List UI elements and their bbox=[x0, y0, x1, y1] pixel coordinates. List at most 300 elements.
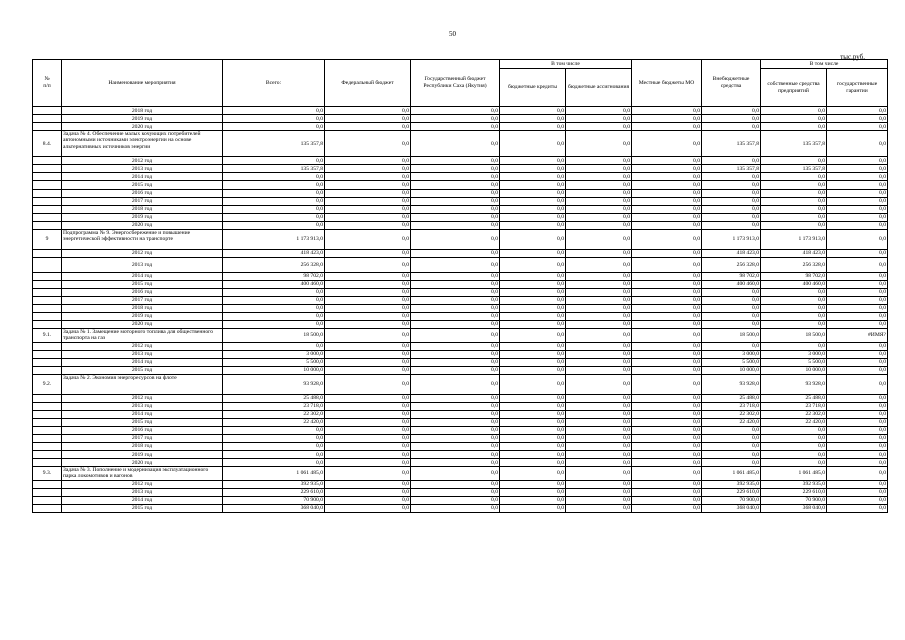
task-name: Задача № 2. Экономия энергоресурсов на флоте bbox=[62, 374, 223, 394]
value-cell: 0,0 bbox=[632, 358, 702, 366]
value-cell: 0,0 bbox=[500, 304, 566, 312]
value-cell: 18 500,0 bbox=[223, 329, 325, 343]
value-cell: 0,0 bbox=[566, 173, 632, 181]
value-cell: 0,0 bbox=[411, 342, 500, 350]
table-row bbox=[33, 426, 888, 434]
value-cell: 0,0 bbox=[411, 107, 500, 115]
year-label: 2017 год bbox=[62, 296, 223, 304]
year-label: 2014 год bbox=[62, 173, 223, 181]
value-cell: 0,0 bbox=[827, 213, 888, 221]
value-cell: 0,0 bbox=[411, 394, 500, 402]
year-label: 2014 год bbox=[62, 358, 223, 366]
table-row-task bbox=[33, 329, 888, 343]
value-cell: 25 488,0 bbox=[702, 394, 761, 402]
table-row bbox=[33, 488, 888, 496]
page-number: 50 bbox=[449, 30, 456, 38]
value-cell: 0,0 bbox=[827, 157, 888, 165]
value-cell: 0,0 bbox=[411, 312, 500, 320]
table-row bbox=[33, 115, 888, 123]
value-cell: 1 061 485,0 bbox=[223, 467, 325, 481]
value-cell: 0,0 bbox=[500, 296, 566, 304]
value-cell: 0,0 bbox=[325, 488, 411, 496]
value-cell: 0,0 bbox=[827, 320, 888, 328]
row-number: 9.1. bbox=[33, 329, 62, 343]
value-cell: 0,0 bbox=[325, 107, 411, 115]
value-cell: 0,0 bbox=[632, 342, 702, 350]
value-cell: 0,0 bbox=[632, 304, 702, 312]
value-cell: 229 610,0 bbox=[223, 488, 325, 496]
value-cell: 392 935,0 bbox=[761, 480, 827, 488]
year-label: 2013 год bbox=[62, 257, 223, 272]
value-cell: 0,0 bbox=[566, 197, 632, 205]
value-cell: 0,0 bbox=[632, 410, 702, 418]
table-row-task bbox=[33, 131, 888, 157]
table-row bbox=[33, 197, 888, 205]
value-cell: 368 040,0 bbox=[702, 504, 761, 512]
value-cell: 0,0 bbox=[761, 320, 827, 328]
value-cell: 0,0 bbox=[325, 213, 411, 221]
table-row bbox=[33, 320, 888, 328]
value-cell: 0,0 bbox=[761, 221, 827, 229]
value-cell: 0,0 bbox=[500, 157, 566, 165]
value-cell: 0,0 bbox=[500, 442, 566, 450]
value-cell: 0,0 bbox=[632, 442, 702, 450]
value-cell: 0,0 bbox=[827, 480, 888, 488]
row-number bbox=[33, 257, 62, 272]
value-cell: 0,0 bbox=[325, 459, 411, 467]
row-number bbox=[33, 451, 62, 459]
row-number bbox=[33, 221, 62, 229]
table-row bbox=[33, 257, 888, 272]
year-label: 2012 год bbox=[62, 157, 223, 165]
value-cell: 0,0 bbox=[223, 221, 325, 229]
value-cell: 0,0 bbox=[223, 304, 325, 312]
year-label: 2013 год bbox=[62, 402, 223, 410]
value-cell: 229 610,0 bbox=[761, 488, 827, 496]
value-cell: 10 000,0 bbox=[223, 366, 325, 374]
row-number bbox=[33, 418, 62, 426]
value-cell: 0,0 bbox=[566, 467, 632, 481]
header-no: № п/п bbox=[33, 60, 62, 107]
value-cell: 0,0 bbox=[325, 496, 411, 504]
year-label: 2019 год bbox=[62, 312, 223, 320]
row-number bbox=[33, 304, 62, 312]
value-cell: 0,0 bbox=[827, 394, 888, 402]
value-cell: 0,0 bbox=[566, 312, 632, 320]
row-number bbox=[33, 288, 62, 296]
value-cell: 0,0 bbox=[411, 480, 500, 488]
value-cell: 0,0 bbox=[761, 115, 827, 123]
value-cell: 0,0 bbox=[223, 296, 325, 304]
value-cell: 0,0 bbox=[411, 329, 500, 343]
value-cell: 0,0 bbox=[566, 280, 632, 288]
value-cell: 0,0 bbox=[325, 329, 411, 343]
value-cell: 0,0 bbox=[632, 467, 702, 481]
value-cell: 0,0 bbox=[632, 320, 702, 328]
value-cell: 0,0 bbox=[632, 451, 702, 459]
value-cell: 0,0 bbox=[702, 442, 761, 450]
value-cell: 0,0 bbox=[632, 107, 702, 115]
value-cell: 0,0 bbox=[761, 107, 827, 115]
value-cell: 0,0 bbox=[702, 221, 761, 229]
value-cell: 0,0 bbox=[411, 115, 500, 123]
value-cell: 0,0 bbox=[632, 221, 702, 229]
value-cell: 0,0 bbox=[827, 504, 888, 512]
value-cell: 0,0 bbox=[827, 342, 888, 350]
value-cell: 0,0 bbox=[632, 272, 702, 280]
value-cell: 0,0 bbox=[500, 272, 566, 280]
table-row bbox=[33, 213, 888, 221]
row-number bbox=[33, 320, 62, 328]
value-cell: 0,0 bbox=[500, 434, 566, 442]
value-cell: 0,0 bbox=[325, 229, 411, 249]
value-cell: 0,0 bbox=[411, 374, 500, 394]
value-cell: 5 500,0 bbox=[223, 358, 325, 366]
value-cell: 0,0 bbox=[325, 504, 411, 512]
value-cell: 0,0 bbox=[632, 205, 702, 213]
year-label: 2020 год bbox=[62, 221, 223, 229]
year-label: 2014 год bbox=[62, 272, 223, 280]
value-cell: 368 040,0 bbox=[223, 504, 325, 512]
value-cell: 0,0 bbox=[325, 131, 411, 157]
year-label: 2017 год bbox=[62, 197, 223, 205]
value-cell: 400 460,0 bbox=[223, 280, 325, 288]
value-cell: 0,0 bbox=[325, 350, 411, 358]
value-cell: 0,0 bbox=[702, 434, 761, 442]
value-cell: 0,0 bbox=[411, 131, 500, 157]
value-cell: 18 500,0 bbox=[702, 329, 761, 343]
value-cell: 0,0 bbox=[223, 426, 325, 434]
value-cell: 0,0 bbox=[632, 434, 702, 442]
table-row bbox=[33, 342, 888, 350]
value-cell: 0,0 bbox=[325, 280, 411, 288]
row-number bbox=[33, 157, 62, 165]
value-cell: 0,0 bbox=[566, 410, 632, 418]
value-cell: 22 302,0 bbox=[702, 410, 761, 418]
value-cell: 70 900,0 bbox=[702, 496, 761, 504]
value-cell: 0,0 bbox=[411, 467, 500, 481]
value-cell: 392 935,0 bbox=[223, 480, 325, 488]
value-cell: 0,0 bbox=[500, 257, 566, 272]
value-cell: 0,0 bbox=[632, 257, 702, 272]
value-cell: 0,0 bbox=[411, 249, 500, 257]
value-cell: 135 357,8 bbox=[761, 131, 827, 157]
value-cell: 0,0 bbox=[632, 504, 702, 512]
value-cell: 0,0 bbox=[500, 504, 566, 512]
value-cell: 0,0 bbox=[566, 496, 632, 504]
table-row bbox=[33, 350, 888, 358]
header-own: собственные средства предприятий bbox=[761, 69, 827, 107]
value-cell: 0,0 bbox=[566, 123, 632, 131]
value-cell: 0,0 bbox=[761, 451, 827, 459]
value-cell: 0,0 bbox=[325, 221, 411, 229]
value-cell: 0,0 bbox=[325, 115, 411, 123]
value-cell: 0,0 bbox=[500, 358, 566, 366]
value-cell: 0,0 bbox=[566, 304, 632, 312]
value-cell: 0,0 bbox=[411, 434, 500, 442]
value-cell: 0,0 bbox=[223, 189, 325, 197]
value-cell: 0,0 bbox=[500, 165, 566, 173]
header-local: Местные бюджеты МО bbox=[632, 60, 702, 107]
row-number bbox=[33, 280, 62, 288]
value-cell: 0,0 bbox=[702, 181, 761, 189]
value-cell: 0,0 bbox=[566, 221, 632, 229]
row-number bbox=[33, 107, 62, 115]
table-row bbox=[33, 410, 888, 418]
table-row bbox=[33, 221, 888, 229]
value-cell: 0,0 bbox=[411, 296, 500, 304]
value-cell: 0,0 bbox=[325, 312, 411, 320]
value-cell: 5 500,0 bbox=[702, 358, 761, 366]
table-row bbox=[33, 123, 888, 131]
value-cell: 0,0 bbox=[411, 451, 500, 459]
value-cell: 0,0 bbox=[566, 257, 632, 272]
value-cell: 0,0 bbox=[325, 358, 411, 366]
value-cell: 0,0 bbox=[411, 229, 500, 249]
value-cell: 0,0 bbox=[566, 342, 632, 350]
value-cell: 0,0 bbox=[761, 312, 827, 320]
year-label: 2020 год bbox=[62, 123, 223, 131]
value-cell: 0,0 bbox=[827, 434, 888, 442]
value-cell: 0,0 bbox=[325, 304, 411, 312]
value-cell: 0,0 bbox=[411, 410, 500, 418]
value-cell: 256 328,0 bbox=[702, 257, 761, 272]
value-cell: 0,0 bbox=[632, 189, 702, 197]
value-cell: 0,0 bbox=[325, 189, 411, 197]
budget-table bbox=[32, 59, 888, 513]
value-cell: 0,0 bbox=[566, 358, 632, 366]
row-number bbox=[33, 213, 62, 221]
row-number bbox=[33, 197, 62, 205]
value-cell: 0,0 bbox=[632, 480, 702, 488]
value-cell: 0,0 bbox=[566, 272, 632, 280]
value-cell: 0,0 bbox=[761, 459, 827, 467]
value-cell: 3 000,0 bbox=[761, 350, 827, 358]
value-cell: 0,0 bbox=[702, 213, 761, 221]
value-cell: 0,0 bbox=[325, 181, 411, 189]
value-cell: 98 702,0 bbox=[761, 272, 827, 280]
row-number: 9.2. bbox=[33, 374, 62, 394]
value-cell: 0,0 bbox=[827, 173, 888, 181]
year-label: 2015 год bbox=[62, 366, 223, 374]
value-cell: 0,0 bbox=[702, 312, 761, 320]
value-cell: 0,0 bbox=[325, 157, 411, 165]
row-number bbox=[33, 296, 62, 304]
value-cell: 0,0 bbox=[761, 342, 827, 350]
value-cell: 18 500,0 bbox=[761, 329, 827, 343]
row-number bbox=[33, 504, 62, 512]
value-cell: 0,0 bbox=[827, 451, 888, 459]
value-cell: 0,0 bbox=[566, 434, 632, 442]
value-cell: 0,0 bbox=[566, 213, 632, 221]
row-number bbox=[33, 173, 62, 181]
table-row bbox=[33, 107, 888, 115]
value-cell: 0,0 bbox=[411, 205, 500, 213]
value-cell: 0,0 bbox=[411, 488, 500, 496]
value-cell: 0,0 bbox=[632, 488, 702, 496]
value-cell: 0,0 bbox=[223, 451, 325, 459]
value-cell: 0,0 bbox=[702, 296, 761, 304]
value-cell: 0,0 bbox=[702, 288, 761, 296]
year-label: 2014 год bbox=[62, 496, 223, 504]
value-cell: 1 061 485,0 bbox=[702, 467, 761, 481]
value-cell: 0,0 bbox=[411, 288, 500, 296]
value-cell: 0,0 bbox=[827, 350, 888, 358]
value-cell: 0,0 bbox=[632, 329, 702, 343]
value-cell: 0,0 bbox=[411, 189, 500, 197]
value-cell: 0,0 bbox=[632, 374, 702, 394]
header-total: Всего: bbox=[223, 60, 325, 107]
value-cell: 25 488,0 bbox=[223, 394, 325, 402]
value-cell: 0,0 bbox=[761, 205, 827, 213]
row-number bbox=[33, 459, 62, 467]
value-cell: 0,0 bbox=[411, 181, 500, 189]
row-number bbox=[33, 394, 62, 402]
units-label: тыс.руб. bbox=[840, 53, 865, 61]
value-cell: 0,0 bbox=[500, 107, 566, 115]
value-cell: 0,0 bbox=[761, 181, 827, 189]
value-cell: 23 718,0 bbox=[761, 402, 827, 410]
year-label: 2018 год bbox=[62, 205, 223, 213]
year-label: 2012 год bbox=[62, 480, 223, 488]
value-cell: 0,0 bbox=[827, 249, 888, 257]
value-cell: 0,0 bbox=[827, 358, 888, 366]
value-cell: 0,0 bbox=[566, 418, 632, 426]
value-cell: 0,0 bbox=[500, 288, 566, 296]
value-cell: 0,0 bbox=[566, 366, 632, 374]
row-number bbox=[33, 434, 62, 442]
value-cell: 0,0 bbox=[223, 205, 325, 213]
value-cell: 0,0 bbox=[500, 221, 566, 229]
year-label: 2018 год bbox=[62, 442, 223, 450]
value-cell: 0,0 bbox=[500, 189, 566, 197]
table-row bbox=[33, 312, 888, 320]
value-cell: 0,0 bbox=[411, 402, 500, 410]
table-row bbox=[33, 442, 888, 450]
value-cell: 0,0 bbox=[223, 312, 325, 320]
value-cell: 0,0 bbox=[325, 410, 411, 418]
value-cell: 0,0 bbox=[411, 350, 500, 358]
value-cell: 0,0 bbox=[566, 181, 632, 189]
table-row bbox=[33, 451, 888, 459]
table-row bbox=[33, 366, 888, 374]
value-cell: 0,0 bbox=[761, 173, 827, 181]
value-cell: 0,0 bbox=[500, 115, 566, 123]
value-cell: 0,0 bbox=[566, 402, 632, 410]
value-cell: 0,0 bbox=[632, 394, 702, 402]
row-number bbox=[33, 181, 62, 189]
row-number bbox=[33, 496, 62, 504]
value-cell: 0,0 bbox=[223, 320, 325, 328]
value-cell: 0,0 bbox=[411, 459, 500, 467]
row-number bbox=[33, 358, 62, 366]
value-cell: 0,0 bbox=[500, 205, 566, 213]
value-cell: 0,0 bbox=[325, 366, 411, 374]
value-cell: 1 173 913,0 bbox=[761, 229, 827, 249]
value-cell: 0,0 bbox=[566, 459, 632, 467]
value-cell: 0,0 bbox=[500, 320, 566, 328]
value-cell: 0,0 bbox=[761, 426, 827, 434]
header-credits: бюджетные кредиты bbox=[500, 69, 566, 107]
value-cell: 0,0 bbox=[411, 173, 500, 181]
value-cell: 368 040,0 bbox=[761, 504, 827, 512]
value-cell: 0,0 bbox=[411, 366, 500, 374]
row-number bbox=[33, 442, 62, 450]
value-cell: 0,0 bbox=[632, 181, 702, 189]
value-cell: 0,0 bbox=[632, 350, 702, 358]
value-cell: 0,0 bbox=[702, 320, 761, 328]
value-cell: 0,0 bbox=[702, 304, 761, 312]
table-row bbox=[33, 480, 888, 488]
value-cell: 0,0 bbox=[702, 157, 761, 165]
value-cell: 0,0 bbox=[632, 496, 702, 504]
value-cell: 22 302,0 bbox=[223, 410, 325, 418]
value-cell: 0,0 bbox=[223, 342, 325, 350]
value-cell: 0,0 bbox=[632, 165, 702, 173]
value-cell: 0,0 bbox=[702, 451, 761, 459]
value-cell: 135 357,8 bbox=[761, 165, 827, 173]
year-label: 2018 год bbox=[62, 107, 223, 115]
value-cell: 0,0 bbox=[566, 350, 632, 358]
value-cell: 0,0 bbox=[632, 426, 702, 434]
value-cell: 0,0 bbox=[223, 434, 325, 442]
value-cell: 0,0 bbox=[827, 257, 888, 272]
value-cell: 0,0 bbox=[566, 329, 632, 343]
value-cell: 0,0 bbox=[632, 459, 702, 467]
value-cell: 0,0 bbox=[325, 123, 411, 131]
value-cell: 0,0 bbox=[702, 342, 761, 350]
value-cell: 0,0 bbox=[827, 189, 888, 197]
value-cell: 0,0 bbox=[500, 488, 566, 496]
value-cell: 0,0 bbox=[325, 451, 411, 459]
value-cell: 0,0 bbox=[411, 213, 500, 221]
value-cell: 0,0 bbox=[827, 418, 888, 426]
year-label: 2012 год bbox=[62, 394, 223, 402]
value-cell: 0,0 bbox=[223, 115, 325, 123]
value-cell: 0,0 bbox=[325, 320, 411, 328]
table-row bbox=[33, 459, 888, 467]
value-cell: 0,0 bbox=[325, 197, 411, 205]
row-number bbox=[33, 402, 62, 410]
year-label: 2013 год bbox=[62, 488, 223, 496]
value-cell: 0,0 bbox=[827, 366, 888, 374]
value-cell: 418 423,0 bbox=[761, 249, 827, 257]
table-row bbox=[33, 434, 888, 442]
row-number bbox=[33, 272, 62, 280]
value-cell: 22 302,0 bbox=[761, 410, 827, 418]
table-row-task bbox=[33, 467, 888, 481]
value-cell: 0,0 bbox=[827, 288, 888, 296]
value-cell: 0,0 bbox=[223, 288, 325, 296]
value-cell: 0,0 bbox=[761, 304, 827, 312]
value-cell: 0,0 bbox=[761, 288, 827, 296]
value-cell: 0,0 bbox=[325, 394, 411, 402]
value-cell: 0,0 bbox=[566, 229, 632, 249]
header-state: Государственный бюджет Республики Саха (Якутия) bbox=[411, 60, 500, 107]
value-cell: 418 423,0 bbox=[702, 249, 761, 257]
value-cell: 0,0 bbox=[411, 123, 500, 131]
row-number bbox=[33, 312, 62, 320]
table-body bbox=[33, 107, 888, 513]
value-cell: 0,0 bbox=[500, 173, 566, 181]
value-cell: 0,0 bbox=[566, 480, 632, 488]
value-cell: 0,0 bbox=[325, 288, 411, 296]
year-label: 2020 год bbox=[62, 320, 223, 328]
value-cell: 400 460,0 bbox=[761, 280, 827, 288]
row-number bbox=[33, 123, 62, 131]
value-cell: 0,0 bbox=[702, 426, 761, 434]
value-cell: 0,0 bbox=[223, 442, 325, 450]
